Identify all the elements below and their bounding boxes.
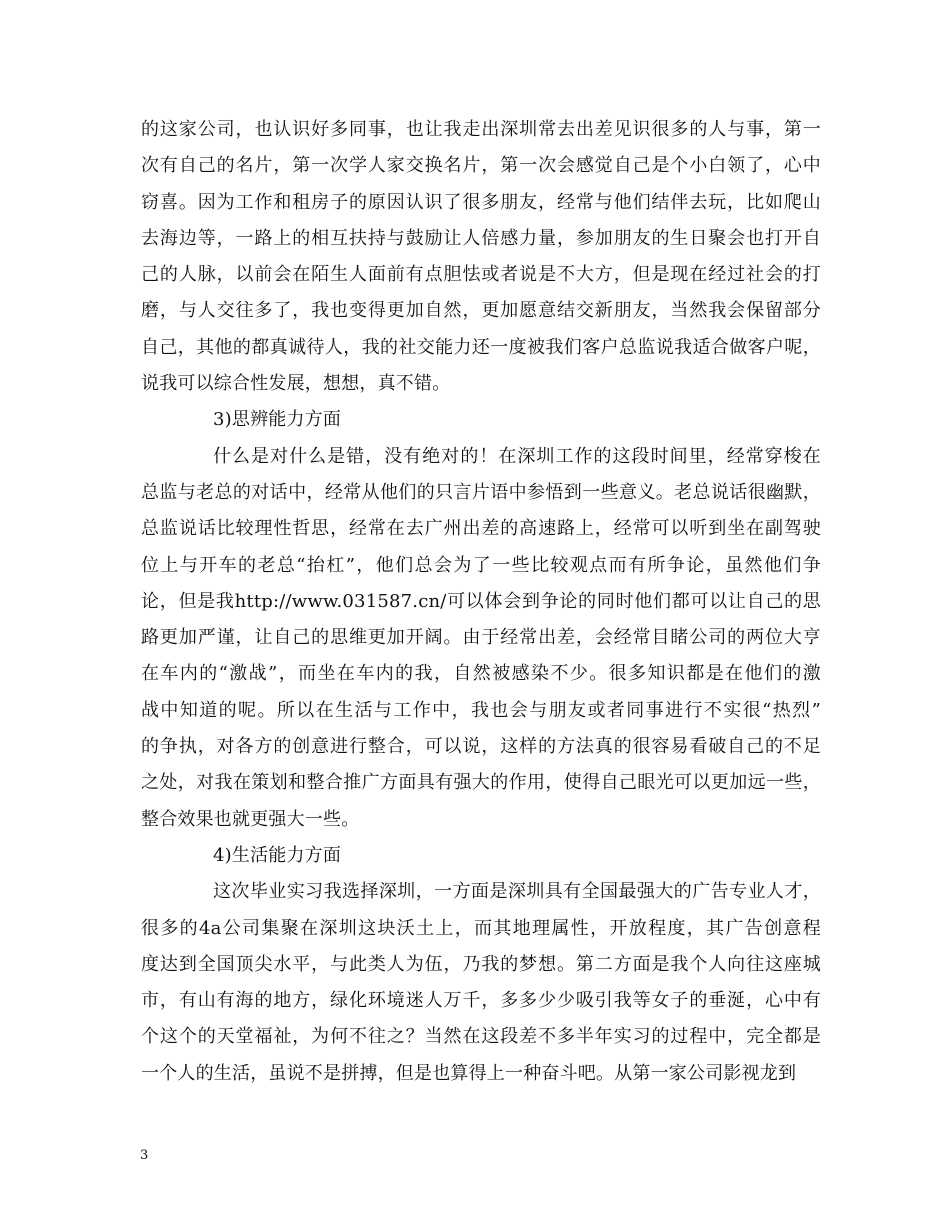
paragraph-line: 什么是对什么是错，没有绝对的！在深圳工作的这段时间里，经常穿梭在 xyxy=(213,445,821,467)
paragraph-line: 一个人的生活，虽说不是拼搏，但是也算得上一种奋斗吧。从第一家公司影视龙到 xyxy=(141,1062,797,1084)
page-number: 3 xyxy=(140,1148,149,1163)
paragraph-line: 次有自己的名片，第一次学人家交换名片，第一次会感觉自己是个小白领了，心中 xyxy=(141,155,821,177)
paragraph-line: 自己，其他的都真诚待人，我的社交能力还一度被我们客户总监说我适合做客户呢， xyxy=(141,336,821,358)
paragraph-line: 总监与老总的对话中，经常从他们的只言片语中参悟到一些意义。老总说话很幽默， xyxy=(141,481,821,503)
paragraph-line: 的这家公司，也认识好多同事，也让我走出深圳常去出差见识很多的人与事，第一 xyxy=(141,119,821,140)
paragraph-line: 位上与开车的老总“抬杠”，他们总会为了一些比较观点而有所争论，虽然他们争 xyxy=(141,554,821,576)
paragraph-line: 之处，对我在策划和整合推广方面具有强大的作用，使得自己眼光可以更加远一些， xyxy=(141,772,821,794)
paragraph-line: 窃喜。因为工作和租房子的原因认识了很多朋友，经常与他们结伴去玩，比如爬山 xyxy=(141,191,821,213)
paragraph-line: 去海边等，一路上的相互扶持与鼓励让人倍感力量，参加朋友的生日聚会也打开自 xyxy=(141,227,821,249)
paragraph-line: 在车内的“激战”，而坐在车内的我，自然被感染不少。很多知识都是在他们的激 xyxy=(141,663,821,685)
paragraph-line: 市，有山有海的地方，绿化环境迷人万千，多多少少吸引我等女子的垂涎，心中有 xyxy=(141,990,821,1012)
paragraph-line: 磨，与人交往多了，我也变得更加自然，更加愿意结交新朋友，当然我会保留部分 xyxy=(141,300,821,322)
paragraph-line: 的争执，对各方的创意进行整合，可以说，这样的方法真的很容易看破自己的不足 xyxy=(141,736,821,758)
paragraph-line: 总监说话比较理性哲思，经常在去广州出差的高速路上，经常可以听到坐在副驾驶 xyxy=(141,518,821,540)
document-body xyxy=(141,112,821,1092)
paragraph-line: 度达到全国顶尖水平，与此类人为伍，乃我的梦想。第二方面是我个人向往这座城 xyxy=(141,953,821,975)
paragraph-line: 说我可以综合性发展，想想，真不错。 xyxy=(141,373,451,395)
section-heading: 3)思辨能力方面 xyxy=(213,409,342,431)
paragraph-line: 路更加严谨，让自己的思维更加开阔。由于经常出差，会经常目睹公司的两位大亨 xyxy=(141,627,821,649)
paragraph-line: 战中知道的呢。所以在生活与工作中，我也会与朋友或者同事进行不实很“热烈” xyxy=(141,699,821,721)
paragraph-line: 论，但是我http://www.031587.cn/可以体会到争论的同时他们都可以让自己的思 xyxy=(141,590,821,612)
paragraph-line: 整合效果也就更强大一些。 xyxy=(141,808,360,830)
paragraph-line: 这次毕业实习我选择深圳，一方面是深圳具有全国最强大的广告专业人才， xyxy=(213,881,821,903)
paragraph-line: 己的人脉，以前会在陌生人面前有点胆怯或者说是不大方，但是现在经过社会的打 xyxy=(141,264,821,286)
section-heading: 4)生活能力方面 xyxy=(213,844,342,866)
paragraph-line: 个这个的天堂福祉，为何不往之？当然在这段差不多半年实习的过程中，完全都是 xyxy=(141,1026,821,1048)
paragraph-line: 很多的4a公司集聚在深圳这块沃土上，而其地理属性，开放程度，其广告创意程 xyxy=(141,917,821,939)
